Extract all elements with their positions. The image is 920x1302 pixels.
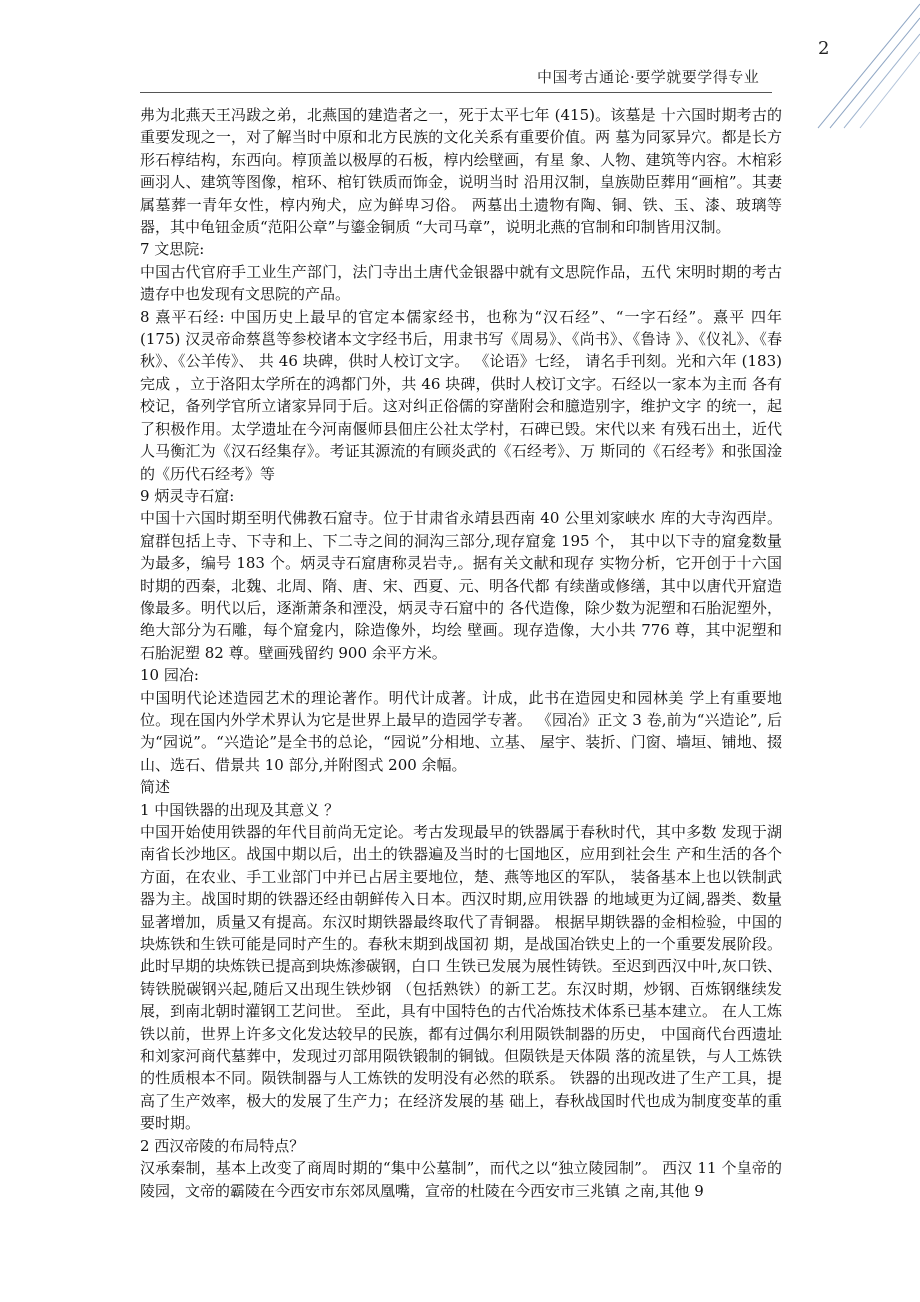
paragraph-western-han-tombs: 汉承秦制，基本上改变了商周时期的“集中公墓制”，而代之以“独立陵园制”。 西汉 11 个皇帝的陵园，文帝的霸陵在今西安市东郊凤凰嘴，宣帝的杜陵在今西安市三兆镇 之南,其他 9	[140, 1159, 782, 1200]
document-body	[140, 104, 782, 1202]
paragraph-wensiyuan: 中国古代官府手工业生产部门，法门寺出土唐代金银器中就有文思院作品，五代 宋明时期的考古遗存中也发现有文思院的产品。	[140, 262, 782, 304]
paragraph-beiyan-tomb: 弗为北燕天王冯跋之弟，北燕国的建造者之一，死于太平七年 (415)。该墓是 十六国时期考古的重要发现之一，对了解当时中原和北方民族的文化关系有重要价值。两 墓为同冢异穴。都是长方形石椁结构，东西向。椁顶盖以极厚的石板，椁内绘壁画，有星 象、人物、建筑等内容。木棺彩画羽人、建筑等图像，棺环、棺钉铁质而饰金，说明当时 沿用汉制，皇族勋臣葬用“画棺”。其妻属墓葬一青年女性，椁内殉犬，应为鲜卑习俗。 两墓出土遗物有陶、铜、铁、玉、漆、玻璃等器，其中龟钮金质“范阳公章”与鎏金铜质 “大司马章”，说明北燕的官制和印制皆用汉制。	[140, 106, 782, 237]
paragraph-yuanye: 中国明代论述造园艺术的理论著作。明代计成著。计成，此书在造园史和园林美 学上有重要地位。现在国内外学术界认为它是世界上最早的造园学专著。 《园冶》正文 3 卷,前为“兴造论”, 后为“园说”。“兴造论”是全书的总论，“园说”分相地、立基、 屋宇、装折、门窗、墙垣、铺地、掇山、选石、借景共 10 部分,并附图式 200 余幅。	[140, 688, 782, 774]
heading-wensiyuan: 7 文思院:	[140, 240, 205, 259]
heading-yuanye: 10 园冶:	[140, 666, 199, 685]
header-divider	[140, 92, 772, 93]
section-heading-brief: 简述	[140, 778, 171, 797]
paragraph-bingling-temple: 中国十六国时期至明代佛教石窟寺。位于甘肃省永靖县西南 40 公里刘家峡水 库的大寺沟西岸。窟群包括上寺、下寺和上、下二寺之间的洞沟三部分,现存窟龛 195 个， 其中以下寺的窟龛数量为最多，编号 183 个。炳灵寺石窟唐称灵岩寺,。据有关文献和现存 实物分析，它开创于十六国时期的西秦，北魏、北周、隋、唐、宋、西夏、元、明各代都 有续凿或修缮，其中以唐代开窟造像最多。明代以后，逐渐萧条和湮没，炳灵寺石窟中的 各代造像，除少数为泥塑和石胎泥塑外，绝大部分为石雕，每个窟龛内，除造像外，均绘 壁画。现存造像，大小共 776 尊，其中泥塑和石胎泥塑 82 尊。壁画残留约 900 余平方米。	[140, 509, 782, 662]
question-iron-origin: 1 中国铁器的出现及其意义 ？	[140, 800, 340, 819]
page-number: 2	[818, 38, 830, 59]
question-western-han-tombs: 2 西汉帝陵的布局特点？	[140, 1136, 305, 1155]
paragraph-iron-origin: 中国开始使用铁器的年代目前尚无定论。考古发现最早的铁器属于春秋时代，其中多数 发现于湖南省长沙地区。战国中期以后，出土的铁器遍及当时的七国地区，应用到社会生 产和生活的各个方面，在农业、手工业部门中并已占居主要地位，楚、燕等地区的军队， 装备基本上也以铁制武器为主。战国时期的铁器还经由朝鲜传入日本。西汉时期,应用铁器 的地域更为辽阔,器类、数量显著增加，质量又有提高。东汉时期铁器最终取代了青铜器。 根据早期铁器的金相检验，中国的块炼铁和生铁可能是同时产生的。春秋末期到战国初 期，是战国冶铁史上的一个重要发展阶段。此时早期的块炼铁已提高到块炼渗碳钢，白口 生铁已发展为展性铸铁。至迟到西汉中叶,灰口铁、铸铁脱碳钢兴起,随后又出现生铁炒钢 （包括熟铁）的新工艺。东汉时期，炒钢、百炼钢继续发展，到南北朝时灌钢工艺问世。 至此，具有中国特色的古代冶炼技术体系已基本建立。 在人工炼铁以前，世界上许多文化发达较早的民族，都有过偶尔利用陨铁制器的历史， 中国商代台西遗址和刘家河商代墓葬中，发现过刃部用陨铁锻制的铜钺。但陨铁是天体陨 落的流星铁，与人工炼铁的性质根本不同。陨铁制器与人工炼铁的发明没有必然的联系。 铁器的出现改进了生产工具，提高了生产效率，极大的发展了生产力；在经济发展的基 础上，春秋战国时代也成为制度变革的重要时期。	[140, 823, 782, 1133]
heading-bingling-temple: 9 炳灵寺石窟:	[140, 486, 235, 505]
corner-decoration	[800, 0, 920, 130]
paragraph-xiping-stone-classics: 8 熹平石经: 中国历史上最早的官定本儒家经书，也称为“汉石经”、“一字石经”。熹平 四年 (175) 汉灵帝命蔡邕等参校诸本文字经书后，用隶书写《周易》、《尚书》、《鲁诗 》、《仪礼》、《春秋》、《公羊传》、 共 46 块碑，供时人校订文字。 《论语》七经， 请名手刊刻。光和六年 (183) 完成 ，立于洛阳太学所在的鸿都门外，共 46 块碑，供时人校订文字。石经以一家本为主而 各有校记，备列学官所立诸家异同于后。这对纠正俗儒的穿凿附会和臆造别字，维护文字 的统一，起了积极作用。太学遗址在今河南偃师县佃庄公社太学村，石碑已毁。宋代以来 有残石出土，近代人马衡汇为《汉石经集存》。考证其源流的有顾炎武的《石经考》、万 斯同的《石经考》和张国淦的《历代石经考》等	[140, 307, 782, 483]
running-header: 中国考古通论·要学就要学得专业	[537, 68, 760, 86]
